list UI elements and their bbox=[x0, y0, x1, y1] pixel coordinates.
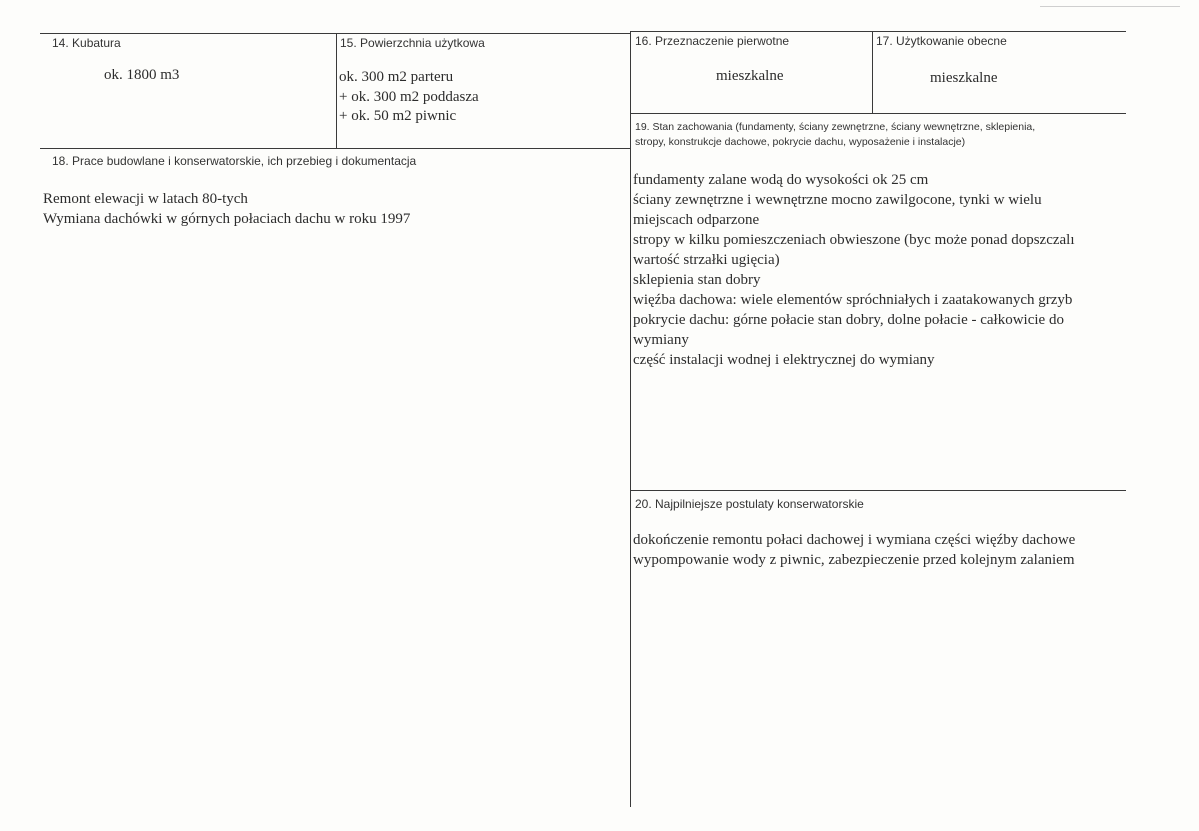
field-16-label: 16. Przeznaczenie pierwotne bbox=[635, 34, 790, 48]
field-15-line: + ok. 300 m2 poddasza bbox=[339, 88, 479, 105]
field-19-value bbox=[633, 170, 1126, 370]
border-under-16-17 bbox=[630, 113, 1126, 114]
field-19-label bbox=[635, 120, 1125, 150]
field-14-label: 14. Kubatura bbox=[52, 36, 121, 50]
field-19-line: wartość strzałki ugięcia) bbox=[633, 252, 780, 268]
field-18-value bbox=[43, 189, 410, 229]
field-19-line: pokrycie dachu: górne połacie stan dobry, dolne połacie - całkowicie do bbox=[633, 312, 1064, 328]
field-19-line: stropy w kilku pomieszczeniach obwieszone (byc może ponad dopszczalı bbox=[633, 232, 1075, 248]
field-19-label-line: 19. Stan zachowania (fundamenty, ściany zewnętrzne, ściany wewnętrzne, sklepienia, bbox=[635, 121, 1036, 133]
field-19-line: więźba dachowa: wiele elementów spróchniałych i zaatakowanych grzyb bbox=[633, 292, 1073, 308]
field-19-line: część instalacji wodnej i elektrycznej do wymiany bbox=[633, 352, 935, 368]
field-18-line: Remont elewacji w latach 80-tych bbox=[43, 191, 248, 207]
center-divider bbox=[630, 31, 631, 807]
field-19-line: miejscach odparzone bbox=[633, 212, 760, 228]
top-border-left bbox=[40, 33, 630, 34]
field-16-value: mieszkalne bbox=[716, 68, 784, 84]
field-14-value: ok. 1800 m3 bbox=[104, 67, 180, 83]
field-20-line: wypompowanie wody z piwnic, zabezpieczenie przed kolejnym zalaniem bbox=[633, 552, 1075, 568]
field-17-label: 17. Użytkowanie obecne bbox=[876, 34, 1007, 48]
field-20-value bbox=[633, 530, 1126, 570]
field-15-value bbox=[339, 67, 479, 126]
field-18-line: Wymiana dachówki w górnych połaciach dachu w roku 1997 bbox=[43, 211, 411, 227]
field-20-label: 20. Najpilniejsze postulaty konserwatorskie bbox=[635, 497, 864, 511]
divider-16-17 bbox=[872, 31, 873, 114]
field-19-line: wymiany bbox=[633, 332, 689, 348]
field-19-line: sklepienia stan dobry bbox=[633, 272, 761, 288]
field-18-label: 18. Prace budowlane i konserwatorskie, ich przebieg i dokumentacja bbox=[52, 154, 417, 168]
field-20-line: dokończenie remontu połaci dachowej i wymiana części więźby dachowe bbox=[633, 532, 1076, 548]
field-17-value: mieszkalne bbox=[930, 70, 998, 86]
scan-artifact-line bbox=[1040, 6, 1180, 7]
field-15-line: ok. 300 m2 parteru bbox=[339, 69, 454, 85]
field-15-label: 15. Powierzchnia użytkowa bbox=[340, 36, 485, 50]
field-19-label-line: stropy, konstrukcje dachowe, pokrycie dachu, wyposażenie i instalacje) bbox=[635, 136, 966, 148]
divider-14-15 bbox=[336, 33, 337, 148]
border-above-20 bbox=[630, 490, 1126, 491]
field-19-line: ściany zewnętrzne i wewnętrzne mocno zawilgocone, tynki w wielu bbox=[633, 192, 1042, 208]
field-15-line: + ok. 50 m2 piwnic bbox=[339, 108, 457, 124]
field-19-line: fundamenty zalane wodą do wysokości ok 25 cm bbox=[633, 172, 929, 188]
top-border-right bbox=[630, 31, 1126, 32]
border-above-18 bbox=[40, 148, 630, 149]
